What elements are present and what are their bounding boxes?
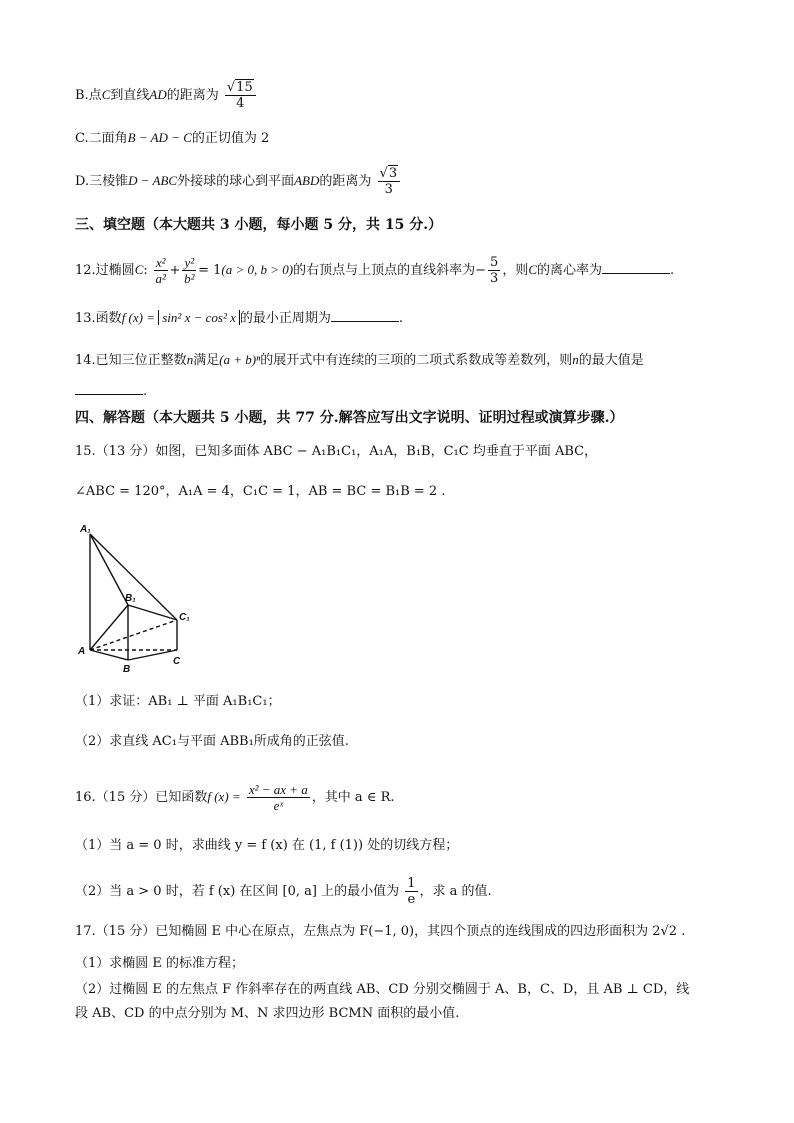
question-17-part1: （1）求椭圆 E 的标准方程； — [75, 956, 245, 971]
section-solution-heading: 四、解答题（本大题共 5 小题，共 77 分.解答应写出文字说明、证明过程或演算步骤.） — [75, 410, 624, 426]
label-a: A — [78, 646, 86, 657]
fraction-y2-b2: $\frac{\text{y²}}{\text{b²}}$ — [184, 255, 195, 286]
question-16: 16.（15 分）已知函数f (x) = $\frac{\text{x² − ax + a}}{\text{eˣ}}$ ，其中 a ∈ R. — [75, 782, 395, 813]
label-a1: A₁ — [80, 524, 91, 535]
question-17-line1: 17.（15 分）已知椭圆 E 中心在原点，左焦点为 F(−1, 0)，其四个顶点的连线围成的四边形面积为 2√2 . — [75, 924, 686, 939]
polyhedron-figure — [75, 522, 195, 672]
fraction-f16: $\frac{\text{x² − ax + a}}{\text{eˣ}}$ — [248, 782, 308, 813]
question-14-blank-line: . — [75, 382, 147, 402]
question-14: 14.已知三位正整数n满足(a + b)ⁿ的展开式中有连续的三项的二项式系数成等差数列，则n的最大值是 — [75, 352, 644, 368]
label-c: C — [173, 656, 181, 667]
question-15-line2: ∠ABC = 120°，A₁A = 4，C₁C = 1，AB = BC = B₁B = 2 . — [75, 484, 446, 499]
label-b: B — [123, 664, 131, 672]
question-17-part2-line1: （2）过椭圆 E 的左焦点 F 作斜率存在的两直线 AB、CD 分别交椭圆于 A、B，C、D，且 AB ⊥ CD，线 — [75, 982, 690, 997]
option-d: D.三棱锥D − ABC外接球的球心到平面ABD的距离为 $\frac{√3}{3}$ — [75, 166, 402, 197]
option-b: B.点C到直线AD的距离为 $\frac{√15}{4}$ — [75, 80, 258, 111]
question-15-line1: 15.（13 分）如图，已知多面体 ABC − A₁B₁C₁，A₁A，B₁B，C₁C 均垂直于平面 ABC， — [75, 444, 598, 459]
fraction-slope: $\frac{5}{3}$ — [490, 255, 499, 286]
question-15-part1: （1）求证：AB₁ ⊥ 平面 A₁B₁C₁； — [75, 694, 281, 709]
question-17-part2-line2: 段 AB、CD 的中点分别为 M、N 求四边形 BCMN 面积的最小值. — [75, 1006, 460, 1021]
question-13: 13.函数f (x) = sin² x − cos² x 的最小正周期为 . — [75, 310, 404, 326]
fraction-sqrt3-over-3: $\frac{√3}{3}$ — [378, 166, 401, 197]
section-fill-in-heading: 三、填空题（本大题共 3 小题，每小题 5 分，共 15 分.） — [75, 217, 443, 233]
label-c1: C₁ — [179, 612, 190, 623]
fraction-1-over-e: $\frac{1}{e}$ — [407, 876, 416, 907]
question-15-part2: （2）求直线 AC₁与平面 ABB₁所成角的正弦值. — [75, 734, 349, 749]
answer-blank-13[interactable] — [331, 309, 399, 322]
answer-blank-12[interactable] — [602, 261, 670, 274]
answer-blank-14[interactable] — [75, 382, 143, 395]
question-16-part2: （2）当 a > 0 时，若 f (x) 在区间 [0, a] 上的最小值为 $\frac{1}{e}$ ，求 a 的值. — [75, 876, 492, 907]
fraction-sqrt15-over-4: $\frac{√15}{4}$ — [225, 80, 256, 111]
option-c: C.二面角B − AD − C的正切值为 2 — [75, 130, 270, 146]
question-12: 12.过椭圆C: $\frac{\text{x²}}{\text{a²}}$ + $\frac{\text{y²}}{\text{b²}}$ = 1(a > 0, b > 0)的右顶点与上顶点的直线斜率为− $\frac{5}{3}$ ，则C的离心率为 . — [75, 255, 675, 286]
fraction-x2-a2: $\frac{\text{x²}}{\text{a²}}$ — [155, 255, 166, 286]
question-16-part1: （1）当 a = 0 时，求曲线 y = f (x) 在 (1, f (1)) 处的切线方程； — [75, 838, 459, 853]
label-b1: B₁ — [125, 593, 136, 604]
